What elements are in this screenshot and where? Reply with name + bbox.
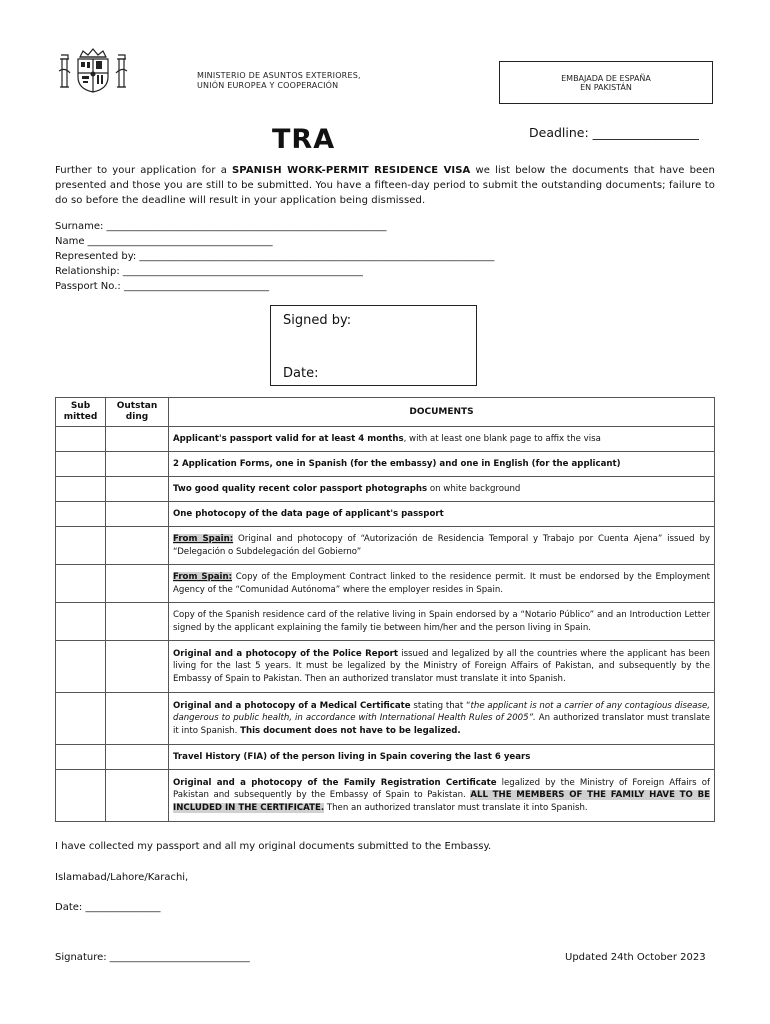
submitted-checkbox[interactable] <box>56 502 106 527</box>
document-item <box>169 770 715 822</box>
outstanding-checkbox[interactable] <box>106 502 169 527</box>
document-item <box>169 477 715 502</box>
table-row <box>56 603 715 641</box>
doc-text: Copy of the Spanish residence card of the relative living in Spain endorsed by a “Notario Público” and an Introduction Letter signed by the applicant explaining the family tie between him/her and the person living in Spain. <box>173 610 710 633</box>
doc-italic-text: the applicant is not a carrier of any contagious disease, dangerous to public health, in accordance with International Health Rules of 2005”. <box>173 700 710 724</box>
doc-bold-text: Original and a photocopy of a Medical Certificate <box>173 700 411 711</box>
table-row <box>56 745 715 770</box>
outstanding-checkbox[interactable] <box>106 770 169 822</box>
table-row <box>56 527 715 565</box>
doc-bold-text: Two good quality recent color passport photographs <box>173 483 428 494</box>
document-title: TRA <box>272 124 336 155</box>
doc-bold-text: Travel History (FIA) of the person living in Spain covering the last 6 years <box>173 751 531 762</box>
footer-date-field[interactable]: Date: _______________ <box>55 902 161 913</box>
doc-bold-text: One photocopy of the data page of applicant's passport <box>173 508 444 519</box>
ministry-line-1: MINISTERIO DE ASUNTOS EXTERIORES, <box>197 71 361 80</box>
ministry-line-2: UNIÓN EUROPEA Y COOPERACIÓN <box>197 81 339 90</box>
submitted-checkbox[interactable] <box>56 527 106 565</box>
doc-text: Original and photocopy of “Autorización de Residencia Temporal y Trabajo por Cuenta Ajena” issued by “Delegación o Subdelegación del Gobierno” <box>173 534 710 557</box>
submitted-checkbox[interactable] <box>56 603 106 641</box>
documents-table <box>55 397 715 822</box>
document-item <box>169 502 715 527</box>
intro-text-1: Further to your application for a <box>55 165 232 176</box>
doc-text: Then an authorized translator must translate it into Spanish. <box>324 802 588 813</box>
surname-field[interactable]: Surname: ________________________________________________________ <box>55 221 387 232</box>
submitted-header: Sub mitted <box>56 398 106 427</box>
applicant-fields <box>55 219 494 294</box>
table-row <box>56 693 715 745</box>
outstanding-checkbox[interactable] <box>106 641 169 693</box>
passport-number-field[interactable]: Passport No.: _____________________________ <box>55 281 269 292</box>
from-spain-label: From Spain: <box>173 572 233 582</box>
signature-field[interactable]: Signature: ____________________________ <box>55 952 250 963</box>
table-row <box>56 452 715 477</box>
doc-text: stating that “ <box>410 700 471 711</box>
relationship-field[interactable]: Relationship: ________________________________________________ <box>55 266 363 277</box>
outstanding-checkbox[interactable] <box>106 565 169 603</box>
submitted-checkbox[interactable] <box>56 770 106 822</box>
table-row <box>56 641 715 693</box>
outstanding-checkbox[interactable] <box>106 452 169 477</box>
ministry-name <box>197 71 361 91</box>
table-row <box>56 477 715 502</box>
doc-text: legalized by the Ministry of Foreign Affairs of Pakistan and subsequently by the Embassy of Spain to Pakistan. <box>173 777 710 801</box>
table-row <box>56 565 715 603</box>
embassy-box <box>499 61 713 104</box>
submitted-checkbox[interactable] <box>56 641 106 693</box>
doc-bold-text: Original and a photocopy of the Family Registration Certificate <box>173 777 497 788</box>
signature-box[interactable] <box>270 305 477 386</box>
visa-type: SPANISH WORK-PERMIT RESIDENCE VISA <box>232 165 471 176</box>
updated-date: Updated 24th October 2023 <box>565 952 706 963</box>
signed-by-label: Signed by: <box>283 313 352 328</box>
document-item <box>169 693 715 745</box>
embassy-line-2: EN PAKISTÁN <box>580 82 632 92</box>
doc-bold-text: This document does not have to be legalized. <box>240 725 461 736</box>
intro-paragraph <box>55 163 715 208</box>
submitted-checkbox[interactable] <box>56 427 106 452</box>
outstanding-checkbox[interactable] <box>106 477 169 502</box>
submitted-checkbox[interactable] <box>56 693 106 745</box>
doc-bold-text: Applicant's passport valid for at least 4 months <box>173 433 404 444</box>
doc-text: issued and legalized by all the countries where the applicant has been living for the last 5 years. It must be legalized by the Ministry of Foreign Affairs of Pakistan, and subsequently by the Embassy of Spain to Pakistan. Then an authorized translator must translate it into Spanish. <box>173 648 710 684</box>
document-item <box>169 565 715 603</box>
sign-date-label: Date: <box>283 366 319 381</box>
spain-coat-of-arms-logo <box>58 47 128 93</box>
embassy-line-1: EMBAJADA DE ESPAÑA <box>561 73 651 83</box>
outstanding-header: Outstan ding <box>106 398 169 427</box>
from-spain-label: From Spain: <box>173 534 234 544</box>
document-item <box>169 452 715 477</box>
outstanding-checkbox[interactable] <box>106 693 169 745</box>
document-item <box>169 527 715 565</box>
represented-by-field[interactable]: Represented by: _______________________________________________________________________ <box>55 251 495 262</box>
submitted-checkbox[interactable] <box>56 477 106 502</box>
table-row <box>56 770 715 822</box>
submitted-checkbox[interactable] <box>56 565 106 603</box>
doc-bold-text: Original and a photocopy of the Police Report <box>173 648 398 659</box>
doc-text: , with at least one blank page to affix the visa <box>403 433 601 444</box>
table-row <box>56 502 715 527</box>
document-item <box>169 603 715 641</box>
intro-text-2: we list below the documents that have been presented and those you are still to be submitted. You have a fifteen-day period to submit the outstanding documents; failure to do so before the deadline will result in your application being dismissed. <box>55 165 715 206</box>
submitted-checkbox[interactable] <box>56 452 106 477</box>
outstanding-checkbox[interactable] <box>106 527 169 565</box>
deadline-field[interactable]: Deadline: _________________ <box>529 125 699 140</box>
document-item <box>169 745 715 770</box>
document-item <box>169 641 715 693</box>
outstanding-checkbox[interactable] <box>106 745 169 770</box>
table-row <box>56 427 715 452</box>
doc-text: Copy of the Employment Contract linked to the residence permit. It must be endorsed by the Employment Agency of the “Comunidad Autónoma” where the employer resides in Spain. <box>173 572 710 595</box>
collection-statement: I have collected my passport and all my original documents submitted to the Embassy. <box>55 841 492 852</box>
family-members-notice: ALL THE MEMBERS OF THE FAMILY HAVE TO BE INCLUDED IN THE CERTIFICATE. <box>173 790 710 813</box>
document-item <box>169 427 715 452</box>
submitted-checkbox[interactable] <box>56 745 106 770</box>
doc-text: An authorized translator must translate it into Spanish. <box>173 713 710 736</box>
cities-line: Islamabad/Lahore/Karachi, <box>55 872 189 883</box>
doc-bold-text: 2 Application Forms, one in Spanish (for the embassy) and one in English (for the applicant) <box>173 458 621 469</box>
outstanding-checkbox[interactable] <box>106 603 169 641</box>
doc-text: on white background <box>427 483 521 494</box>
name-field[interactable]: Name _____________________________________ <box>55 236 273 247</box>
documents-header: DOCUMENTS <box>169 398 715 427</box>
outstanding-checkbox[interactable] <box>106 427 169 452</box>
table-header-row <box>56 398 715 427</box>
